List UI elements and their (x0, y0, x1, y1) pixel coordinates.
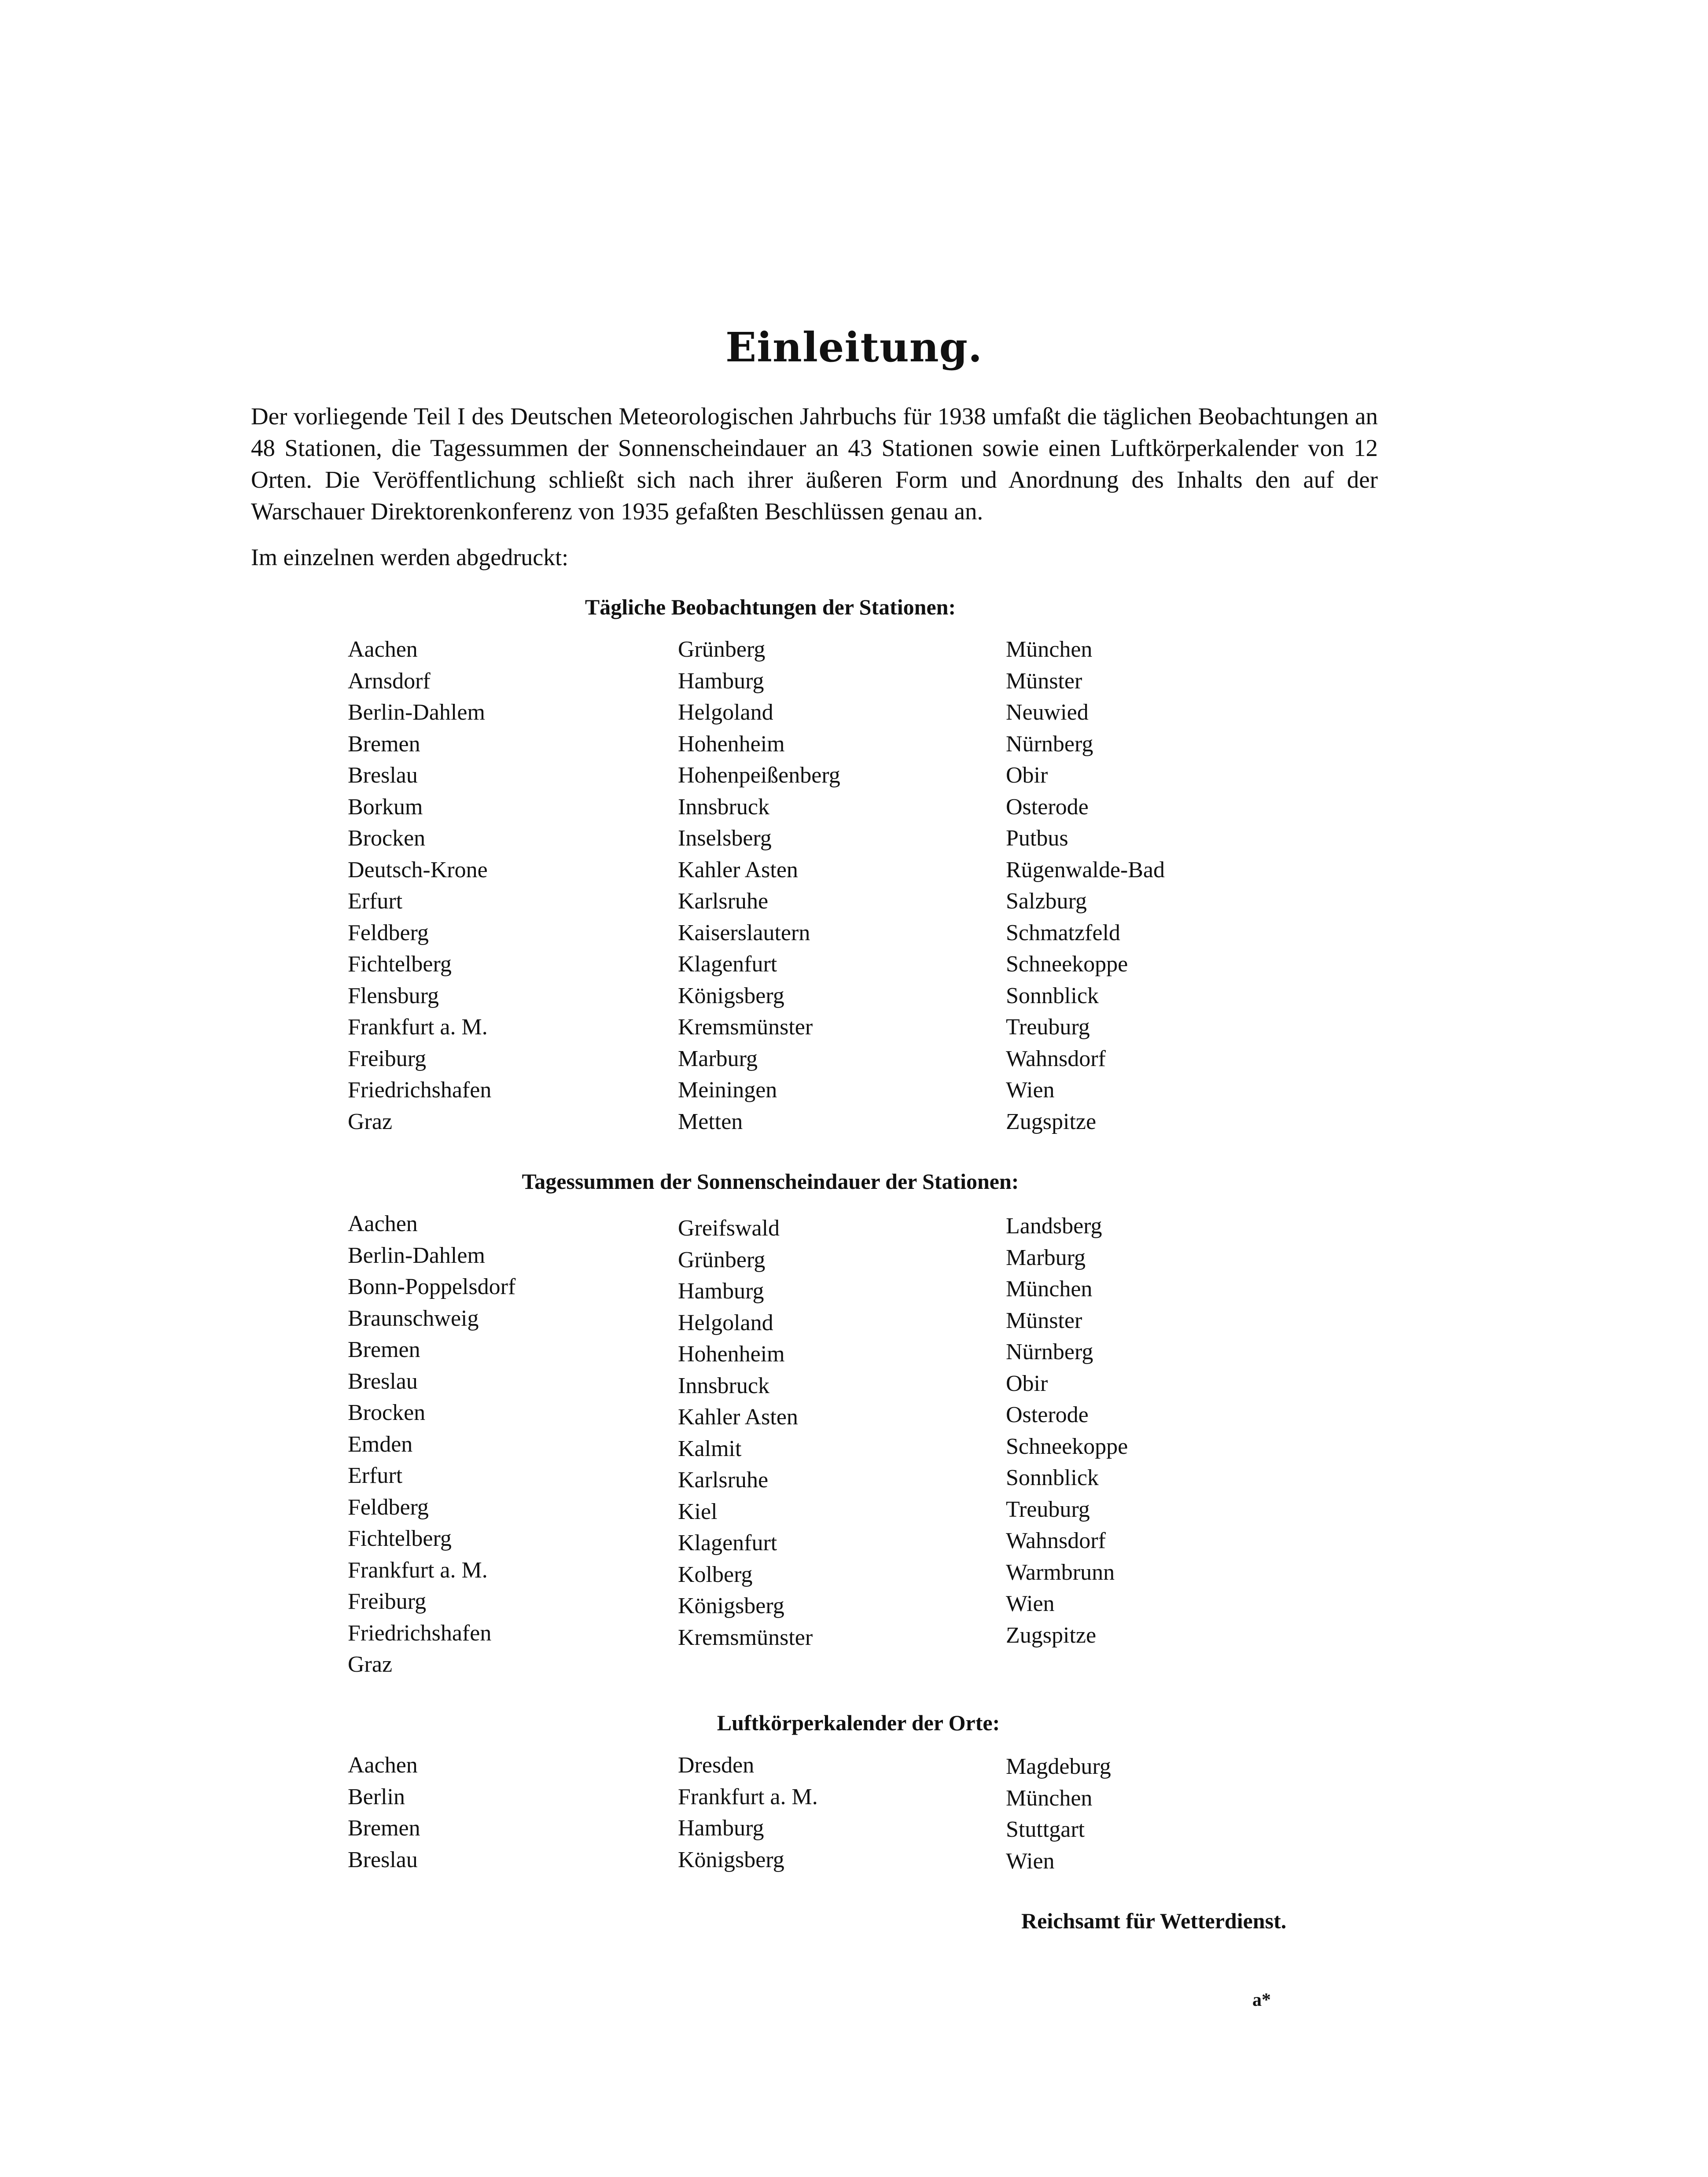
list-item: Frankfurt a. M. (678, 1784, 818, 1809)
list-item: Bremen (348, 1816, 420, 1841)
list-item: Schneekoppe (1006, 952, 1128, 977)
list-item: Metten (678, 1109, 743, 1134)
section-heading-air-mass-calendar: Luftkörperkalender der Orte: (717, 1710, 1000, 1735)
intro-text: Der vorliegende Teil I des Deutschen Meteorologischen Jahrbuchs für 1938 umfaßt die täglichen Beobachtungen an 48 Stationen, die Tagessummen der Sonnenscheindauer an 43 Stationen sowie einen Luftkörperkalender von 12 Orten. Die Veröffentlichung schließt sich nach ihrer äußeren Form und Anordnung des Inhalts den auf der Warschauer Direktorenkonferenz von 1935 gefaßten Beschlüssen genau an. (251, 403, 1378, 525)
list-item: Friedrichshafen (348, 1620, 492, 1646)
list-item: Münster (1006, 668, 1082, 694)
list-item: Fichtelberg (348, 1526, 452, 1551)
list-item: Sonnblick (1006, 1465, 1099, 1490)
list-item: Breslau (348, 1368, 418, 1394)
list-item: Klagenfurt (678, 1530, 777, 1556)
place-column (348, 1750, 420, 1875)
list-item: Brocken (348, 1400, 426, 1425)
list-item: Erfurt (348, 889, 403, 914)
list-item: Greifswald (678, 1216, 780, 1241)
list-item: Obir (1006, 1371, 1048, 1396)
list-item: Zugspitze (1006, 1109, 1097, 1134)
list-item: Kolberg (678, 1562, 753, 1587)
list-item: Kaiserslautern (678, 920, 810, 945)
list-item: Grünberg (678, 1247, 766, 1272)
list-item: Aachen (348, 637, 418, 662)
list-item: Karlsruhe (678, 1467, 769, 1493)
list-item: Treuburg (1006, 1015, 1090, 1040)
signature: Reichsamt für Wetterdienst. (1021, 1909, 1287, 1933)
sheet-mark: a* (1252, 1990, 1271, 2010)
list-item: Graz (348, 1109, 393, 1134)
list-item: Bremen (348, 731, 420, 757)
list-item: Wien (1006, 1591, 1055, 1616)
page-title: Einleitung. (725, 324, 983, 371)
station-column (678, 1213, 813, 1653)
list-item: Kremsmünster (678, 1015, 813, 1040)
list-item: Osterode (1006, 1402, 1089, 1427)
list-item: Berlin (348, 1784, 405, 1809)
list-item: Putbus (1006, 826, 1068, 851)
list-item: Fichtelberg (348, 952, 452, 977)
intro-paragraph (251, 401, 1378, 527)
section-heading-sunshine-duration: Tagessummen der Sonnenscheindauer der Stationen: (522, 1169, 1019, 1194)
list-item: Magdeburg (1006, 1754, 1111, 1779)
station-column (348, 1208, 515, 1681)
list-item: Osterode (1006, 794, 1089, 820)
list-item: Klagenfurt (678, 952, 777, 977)
list-item: Sonnblick (1006, 983, 1099, 1008)
list-item: Flensburg (348, 983, 439, 1008)
list-item: Hohenpeißenberg (678, 763, 840, 788)
list-item: Berlin-Dahlem (348, 1243, 485, 1268)
list-item: Karlsruhe (678, 889, 769, 914)
list-item: Münster (1006, 1308, 1082, 1333)
list-item: Bremen (348, 1337, 420, 1362)
list-item: Graz (348, 1652, 393, 1677)
list-item: Feldberg (348, 1494, 429, 1520)
list-item: Breslau (348, 1847, 418, 1872)
list-item: Frankfurt a. M. (348, 1015, 488, 1040)
list-item: Nürnberg (1006, 731, 1093, 757)
list-item: Aachen (348, 1753, 418, 1778)
list-item: Kahler Asten (678, 1405, 798, 1430)
list-item: Obir (1006, 763, 1048, 788)
list-item: Königsberg (678, 983, 784, 1008)
list-item: Brocken (348, 826, 426, 851)
list-item: Feldberg (348, 920, 429, 945)
list-item: Nürnberg (1006, 1339, 1093, 1364)
list-item: Hamburg (678, 1279, 764, 1304)
list-item: Wahnsdorf (1006, 1046, 1106, 1071)
list-item: Meiningen (678, 1077, 777, 1103)
list-item: Kahler Asten (678, 857, 798, 883)
station-column (678, 634, 840, 1137)
list-item: Dresden (678, 1753, 755, 1778)
list-item: Freiburg (348, 1046, 427, 1071)
list-item: Stuttgart (1006, 1817, 1085, 1842)
list-item: Wien (1006, 1848, 1055, 1874)
list-item: Breslau (348, 763, 418, 788)
list-item: Deutsch-Krone (348, 857, 488, 883)
list-item: Warmbrunn (1006, 1559, 1115, 1585)
list-item: Rügenwalde-Bad (1006, 857, 1165, 883)
station-column (1006, 634, 1165, 1137)
list-item: Erfurt (348, 1463, 403, 1488)
list-item: Neuwied (1006, 700, 1089, 725)
list-item: Kalmit (678, 1436, 742, 1461)
station-column (348, 634, 491, 1137)
list-item: Marburg (1006, 1245, 1086, 1270)
place-column (678, 1750, 818, 1875)
list-item: Hamburg (678, 1816, 764, 1841)
place-column (1006, 1751, 1111, 1877)
list-item: München (1006, 1276, 1093, 1302)
list-item: Innsbruck (678, 794, 769, 820)
list-item: Friedrichshafen (348, 1077, 492, 1103)
list-item: Hamburg (678, 668, 764, 694)
lead-sentence: Im einzelnen werden abgedruckt: (251, 544, 569, 570)
list-item: Frankfurt a. M. (348, 1557, 488, 1583)
station-column (1006, 1210, 1128, 1651)
list-item: Borkum (348, 794, 423, 820)
list-item: Emden (348, 1431, 413, 1457)
list-item: Königsberg (678, 1847, 784, 1872)
list-item: Schneekoppe (1006, 1434, 1128, 1459)
list-item: Freiburg (348, 1589, 427, 1614)
list-item: Helgoland (678, 1310, 773, 1335)
list-item: Kiel (678, 1499, 718, 1524)
list-item: Hohenheim (678, 731, 785, 757)
list-item: Grünberg (678, 637, 766, 662)
list-item: Wien (1006, 1077, 1055, 1103)
list-item: Braunschweig (348, 1305, 479, 1331)
list-item: Salzburg (1006, 889, 1087, 914)
list-item: Schmatzfeld (1006, 920, 1120, 945)
list-item: Innsbruck (678, 1373, 769, 1398)
section-heading-daily-observations: Tägliche Beobachtungen der Stationen: (585, 595, 956, 619)
list-item: Hohenheim (678, 1342, 785, 1367)
list-item: Treuburg (1006, 1497, 1090, 1522)
list-item: Arnsdorf (348, 668, 431, 694)
list-item: Landsberg (1006, 1214, 1102, 1239)
list-item: München (1006, 1785, 1093, 1811)
list-item: Berlin-Dahlem (348, 700, 485, 725)
list-item: Helgoland (678, 700, 773, 725)
list-item: Kremsmünster (678, 1625, 813, 1650)
list-item: Wahnsdorf (1006, 1528, 1106, 1553)
list-item: Inselsberg (678, 826, 772, 851)
list-item: München (1006, 637, 1093, 662)
list-item: Zugspitze (1006, 1622, 1097, 1648)
list-item: Bonn-Poppelsdorf (348, 1274, 516, 1299)
list-item: Marburg (678, 1046, 758, 1071)
list-item: Aachen (348, 1211, 418, 1236)
list-item: Königsberg (678, 1593, 784, 1618)
